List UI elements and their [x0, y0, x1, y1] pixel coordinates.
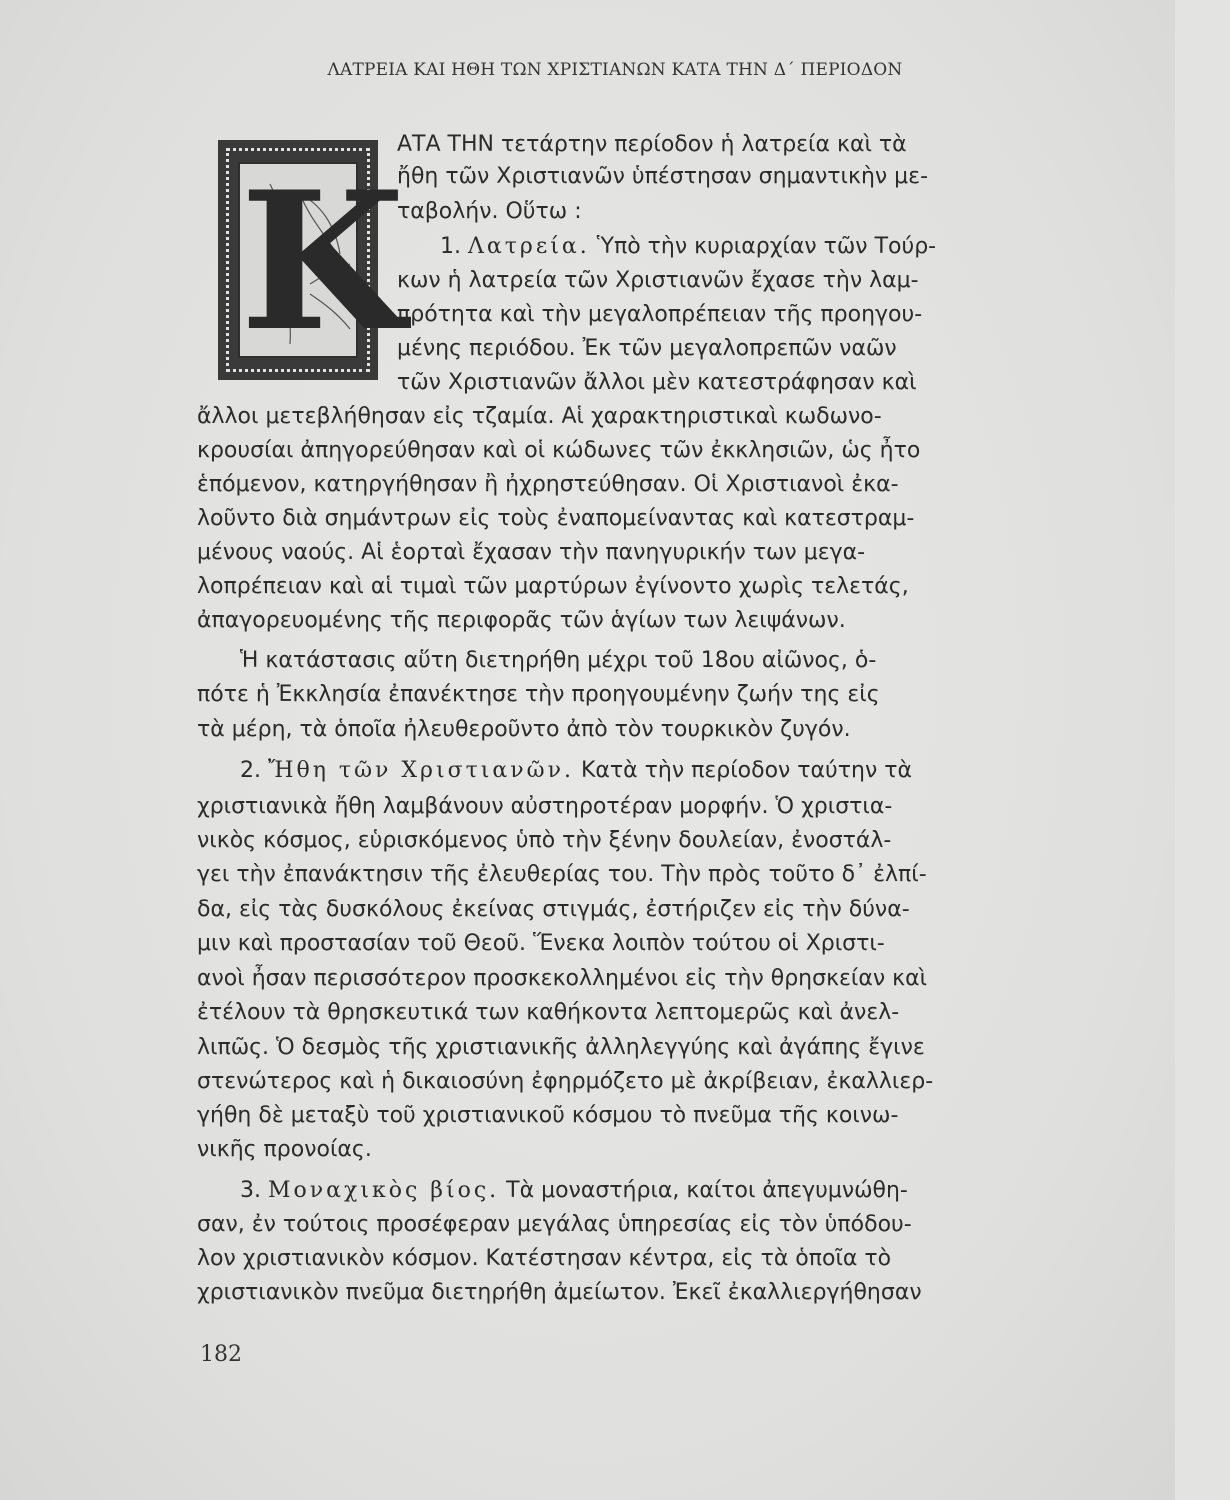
- text-line: γήθη δὲ μεταξὺ τοῦ χριστιανικοῦ κόσμου τὸ πνεῦμα τῆς κοινω-: [197, 1103, 899, 1128]
- text-line: ταβολήν. Οὕτω :: [397, 199, 582, 224]
- section-number: 1.: [440, 234, 468, 259]
- text-line: κων ἡ λατρεία τῶν Χριστιανῶν ἔχασε τὴν λαμ-: [397, 268, 919, 293]
- text-line: ἀπαγορευομένης τῆς περιφορᾶς τῶν ἁγίων των λειψάνων.: [197, 608, 846, 633]
- text-line: κρουσίαι ἀπηγορεύθησαν καὶ οἱ κώδωνες τῶν ἐκκλησιῶν, ὡς ἦτο: [197, 438, 921, 463]
- drop-cap-letter: K: [240, 150, 406, 373]
- text-line: μένης περιόδου. Ἐκ τῶν μεγαλοπρεπῶν ναῶν: [397, 336, 897, 361]
- section-text: Ὑπὸ τὴν κυριαρχίαν τῶν Τούρ-: [589, 234, 937, 259]
- text-line: ἤθη τῶν Χριστιανῶν ὑπέστησαν σημαντικὴν με-: [397, 164, 929, 189]
- section-heading-line: [240, 756, 912, 786]
- text-line: τῶν Χριστιανῶν ἄλλοι μὲν κατεστράφησαν καὶ: [397, 370, 917, 395]
- text-line: ανοὶ ἦσαν περισσότερον προσκεκολλημένοι εἰς τὴν θρησκείαν καὶ: [197, 966, 928, 991]
- text-line: ἑπόμενον, κατηργήθησαν ἢ ἠχρηστεύθησαν. Οἱ Χριστιανοὶ ἐκα-: [197, 472, 899, 497]
- text-line: σαν, ἐν τούτοις προσέφεραν μεγάλας ὑπηρεσίας εἰς τὸν ὑπόδου-: [197, 1212, 912, 1237]
- section-title: Μοναχικὸς βίος.: [267, 1178, 500, 1203]
- text-line: μιν καὶ προστασίαν τοῦ Θεοῦ. Ἕνεκα λοιπὸν τούτου οἱ Χριστι-: [197, 931, 885, 956]
- text-line: Ἡ κατάστασις αὕτη διετηρήθη μέχρι τοῦ 18ου αἰῶνος, ὁ-: [240, 648, 877, 673]
- section-heading-line: [440, 232, 936, 262]
- text-line: πότε ἡ Ἐκκλησία ἐπανέκτησε τὴν προηγουμένην ζωήν της εἰς: [197, 682, 880, 707]
- text-line: στενώτερος καὶ ἡ δικαιοσύνη ἐφηρμόζετο μὲ ἀκρίβειαν, ἐκαλλιερ-: [197, 1069, 934, 1094]
- text-line: λοπρέπειαν καὶ αἱ τιμαὶ τῶν μαρτύρων ἐγίνοντο χωρὶς τελετάς,: [197, 574, 909, 599]
- text-line: ἐτέλουν τὰ θρησκευτικά των καθήκοντα λεπτομερῶς καὶ ἀνελ-: [197, 1000, 900, 1025]
- section-number: 3.: [240, 1178, 268, 1203]
- page-number: 182: [200, 1342, 242, 1367]
- section-text: Τὰ μοναστήρια, καίτοι ἀπεγυμνώθη-: [499, 1178, 908, 1203]
- section-title: Λατρεία.: [467, 234, 590, 259]
- text-line: λον χριστιανικὸν κόσμον. Κατέστησαν κέντρα, εἰς τὰ ὁποῖα τὸ: [197, 1246, 892, 1271]
- text-line: λιπῶς. Ὁ δεσμὸς τῆς χριστιανικῆς ἀλληλεγγύης καὶ ἀγάπης ἔγινε: [197, 1035, 925, 1060]
- section-heading-line: [240, 1176, 908, 1206]
- text-line: μένους ναούς. Αἱ ἑορταὶ ἔχασαν τὴν πανηγυρικήν των μεγα-: [197, 540, 866, 565]
- section-text: Κατὰ τὴν περίοδον ταύτην τὰ: [573, 758, 913, 783]
- text-line: ΑΤΑ ΤΗΝ τετάρτην περίοδον ἡ λατρεία καὶ τὰ: [397, 132, 907, 157]
- drop-cap-ornament: [218, 140, 406, 380]
- text-line: νικὸς κόσμος, εὑρισκόμενος ὑπὸ τὴν ξένην δουλείαν, ἐνοστάλ-: [197, 828, 892, 853]
- text-line: λοῦντο διὰ σημάντρων εἰς τοὺς ἐναπομείναντας καὶ κατεστραμ-: [197, 506, 915, 531]
- text-line: δα, εἰς τὰς δυσκόλους ἐκείνας στιγμάς, ἐστήριζεν εἰς τὴν δύνα-: [197, 897, 910, 922]
- running-head: ΛΑΤΡΕΙΑ ΚΑΙ ΗΘΗ ΤΩΝ ΧΡΙΣΤΙΑΝΩΝ ΚΑΤΑ ΤΗΝ Δ΄ ΠΕΡΙΟΔΟΝ: [327, 60, 903, 80]
- text-line: χριστιανικὰ ἤθη λαμβάνουν αὐστηροτέραν μορφήν. Ὁ χριστια-: [197, 794, 893, 819]
- section-number: 2.: [240, 758, 268, 783]
- section-title: Ἤθη τῶν Χριστιανῶν.: [267, 758, 574, 783]
- text-line: ἄλλοι μετεβλήθησαν εἰς τζαμία. Αἱ χαρακτηριστικαὶ κωδωνο-: [197, 404, 882, 429]
- text-line: νικῆς προνοίας.: [197, 1137, 372, 1162]
- text-line: γει τὴν ἐπανάκτησιν τῆς ἐλευθερίας του. Τὴν πρὸς τοῦτο δ᾿ ἐλπί-: [197, 862, 927, 887]
- text-line: τὰ μέρη, τὰ ὁποῖα ἠλευθεροῦντο ἀπὸ τὸν τουρκικὸν ζυγόν.: [197, 717, 851, 742]
- drop-cap-panel: [238, 150, 406, 373]
- text-line: χριστιανικὸν πνεῦμα διετηρήθη ἀμείωτον. Ἐκεῖ ἐκαλλιεργήθησαν: [197, 1280, 922, 1305]
- text-line: πρότητα καὶ τὴν μεγαλοπρέπειαν τῆς προηγου-: [397, 302, 923, 327]
